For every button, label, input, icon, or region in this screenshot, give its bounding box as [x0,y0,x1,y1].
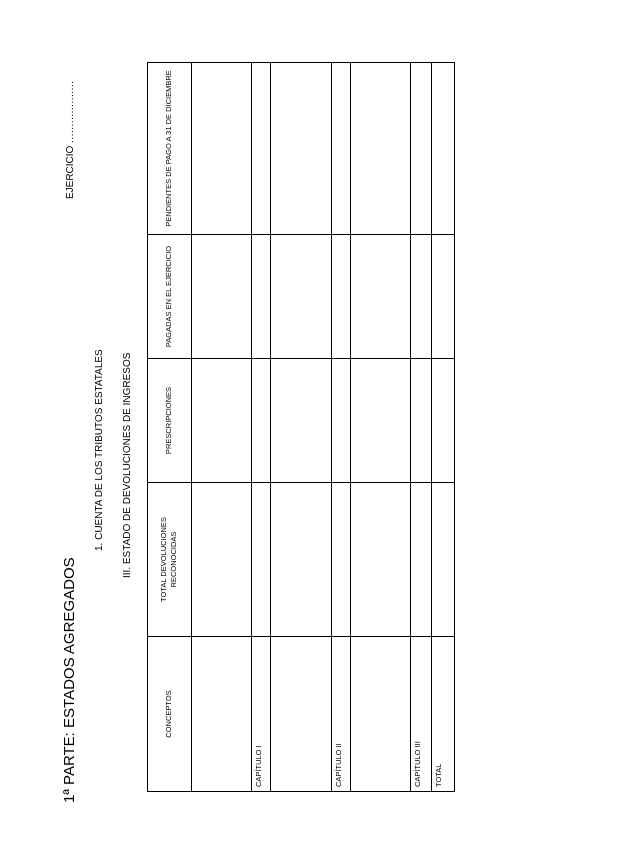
table-cell[interactable] [191,359,252,483]
row-label-total: TOTAL [431,637,454,792]
table-cell[interactable] [411,359,432,483]
table-cell[interactable] [350,637,411,792]
table-cell[interactable] [411,235,432,359]
column-header: PRESCRIPCIONES [148,359,192,483]
table-cell[interactable] [191,235,252,359]
table-cell[interactable] [191,63,252,235]
table-cell[interactable] [191,483,252,637]
row-label-capitulo-ii: CAPÍTULO II [331,637,350,792]
part-title: 1ª PARTE: ESTADOS AGREGADOS [61,557,78,803]
table-row [271,63,332,792]
table-row [191,63,252,792]
table-row [411,63,432,792]
table-cell[interactable] [271,63,332,235]
devoluciones-table [147,62,455,792]
row-label-capitulo-iii: CAPÍTULO III [411,637,432,792]
table-cell[interactable] [411,63,432,235]
row-label-capitulo-i: CAPÍTULO I [252,637,271,792]
ejercicio-field [65,81,76,199]
table-cell[interactable] [431,483,454,637]
table-row-total [431,63,454,792]
table-cell[interactable] [271,637,332,792]
subtitle-2: III. ESTADO DE DEVOLUCIONES DE INGRESOS [122,352,133,578]
table-cell[interactable] [331,63,350,235]
column-header: TOTAL DEVOLUCIONES RECONOCIDAS [148,483,192,637]
subtitle-1: 1. CUENTA DE LOS TRIBUTOS ESTATALES [94,349,105,551]
table-cell[interactable] [350,483,411,637]
table-row [252,63,271,792]
table-cell[interactable] [252,359,271,483]
column-header: PAGADAS EN EL EJERCICIO [148,235,192,359]
table-cell[interactable] [431,359,454,483]
column-header: CONCEPTOS [148,637,192,792]
table-cell[interactable] [431,63,454,235]
ejercicio-label: EJERCICIO [65,145,76,199]
table-cell[interactable] [350,359,411,483]
table-cell[interactable] [271,359,332,483]
table-cell[interactable] [271,483,332,637]
table-row [331,63,350,792]
table-cell[interactable] [252,63,271,235]
column-header: PENDIENTES DE PAGO A 31 DE DICIEMBRE [148,63,192,235]
ejercicio-blank: ................... [65,80,76,143]
table-cell[interactable] [431,235,454,359]
table-cell[interactable] [252,483,271,637]
table-cell[interactable] [411,483,432,637]
table-cell[interactable] [331,483,350,637]
table-cell[interactable] [350,63,411,235]
table-cell[interactable] [331,359,350,483]
table-row [350,63,411,792]
table-cell[interactable] [271,235,332,359]
table-cell[interactable] [331,235,350,359]
table-header-row [148,63,192,792]
table-cell[interactable] [252,235,271,359]
table-cell[interactable] [191,637,252,792]
table-cell[interactable] [350,235,411,359]
